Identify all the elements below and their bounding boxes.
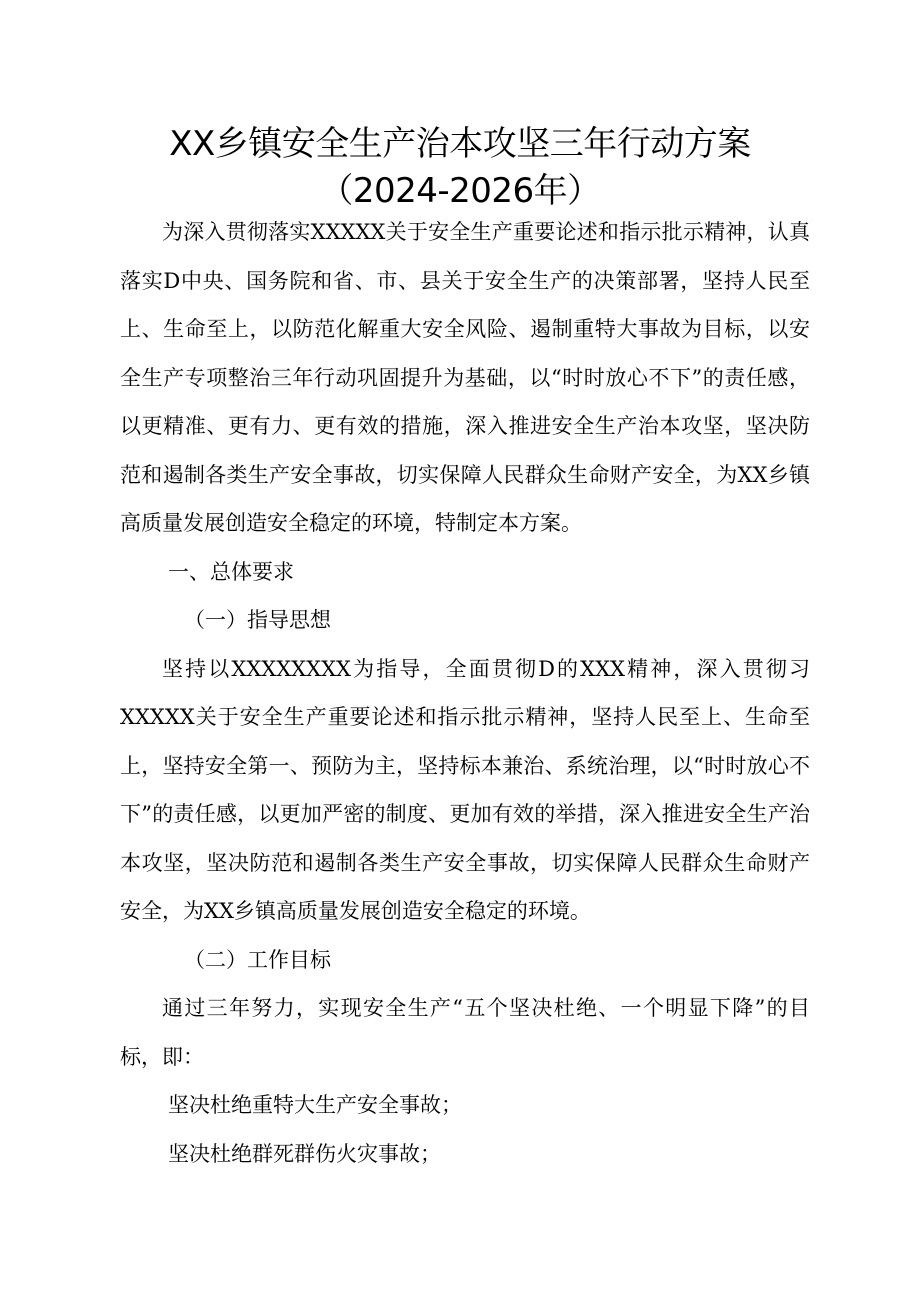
document-title: XX乡镇安全生产治本攻坚三年行动方案 — [169, 124, 751, 164]
goal-item: 坚决杜绝群死群伤火灾事故； — [168, 1141, 441, 1166]
document-subtitle: （2024-2026年） — [319, 171, 601, 211]
intro-paragraph: 为深入贯彻落实XXXXX关于安全生产重要论述和指示批示精神，认真落实D中央、国务院和省、市、县关于安全生产的决策部署，坚持人民至上、生命至上，以防范化解重大安全风险、遏制重特大事故为目标，以安全生产专项整治三年行动巩固提升为基础，以“时时放心不下”的责任感，以更精准、更有力、更有效的措施，深入推进安全生产治本攻坚，坚决防范和遏制各类生产安全事故，切实保障人民群众生命财产安全，为XX乡镇高质量发展创造安全稳定的环境，特制定本方案。 — [120, 220, 810, 535]
section-heading-overall-requirements: 一、总体要求 — [168, 559, 294, 584]
subsection-heading-guiding-ideology: （一）指导思想 — [184, 608, 331, 632]
document-body — [120, 208, 810, 1178]
subsection-heading-work-goals: （二）工作目标 — [184, 947, 331, 972]
goal-item: 坚决杜绝重特大生产安全事故； — [168, 1093, 462, 1117]
work-goals-paragraph: 通过三年努力，实现安全生产“五个坚决杜绝、一个明显下降”的目标，即： — [120, 996, 810, 1069]
guiding-ideology-paragraph: 坚持以XXXXXXXX为指导，全面贯彻D的XXX精神，深入贯彻习XXXXX关于安全生产重要论述和指示批示精神，坚持人民至上、生命至上，坚持安全第一、预防为主，坚持标本兼治、系统治理，以“时时放心不下”的责任感，以更加严密的制度、更加有效的举措，深入推进安全生产治本攻坚，坚决防范和遏制各类生产安全事故，切实保障人民群众生命财产安全，为XX乡镇高质量发展创造安全稳定的环境。 — [120, 656, 810, 923]
